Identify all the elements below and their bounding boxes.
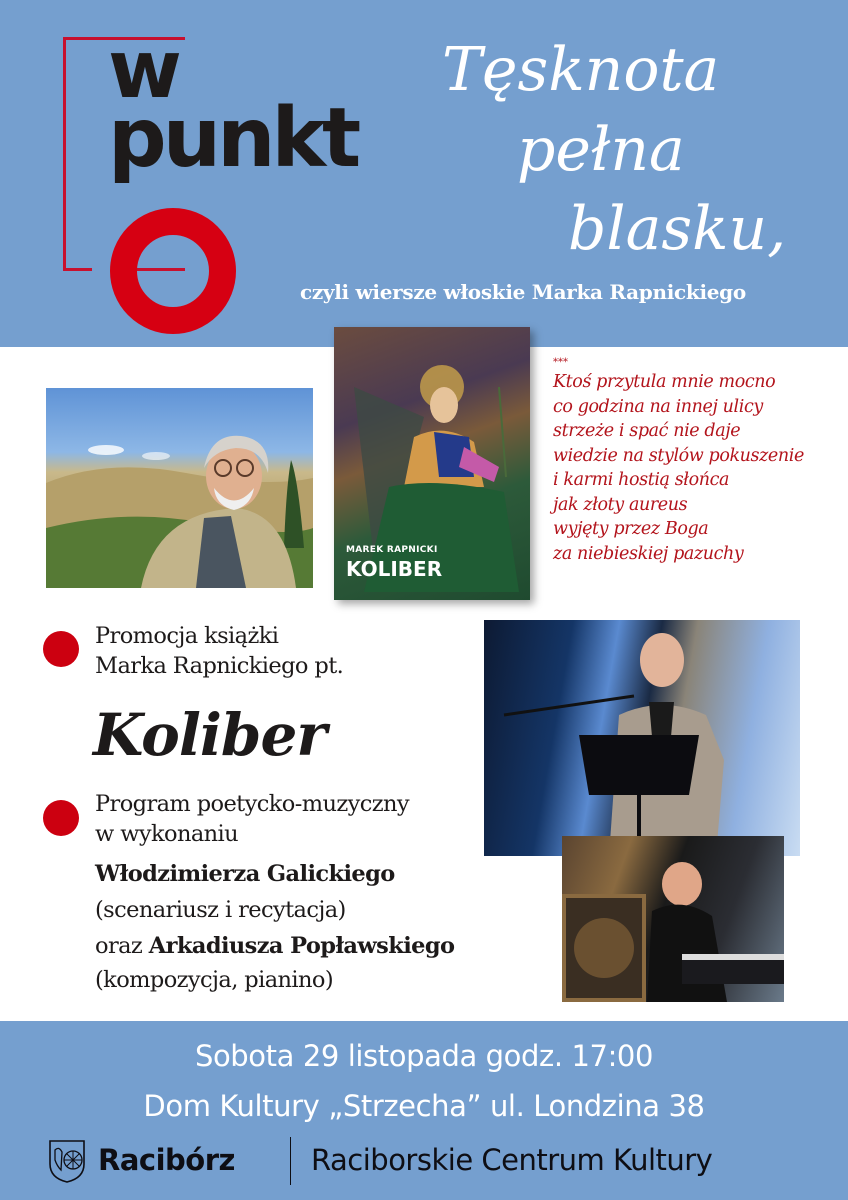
pianist-at-keyboard-icon	[562, 836, 784, 1002]
title-line-1: Tęsknota	[442, 35, 720, 105]
book-author: MAREK RAPNICKI	[346, 545, 438, 555]
performer-2-role: (kompozycja, pianino)	[95, 967, 334, 993]
poem-line: jak złoty aureus	[553, 494, 688, 515]
event-venue: Dom Kultury „Strzecha” ul. Londzina 38	[143, 1089, 705, 1123]
logo-word-punkt: punkt	[108, 91, 358, 186]
author-photo	[46, 388, 313, 588]
event-date: Sobota 29 listopada godz. 17:00	[194, 1039, 654, 1073]
item2-line1: Program poetycko-muzyczny	[95, 791, 409, 817]
city-brand: Racibórz	[98, 1143, 235, 1177]
author-portrait-icon	[46, 388, 313, 588]
reciter-photo	[484, 620, 800, 856]
item2-line2: w wykonaniu	[95, 821, 239, 847]
performer-1-role: (scenariusz i recytacja)	[95, 897, 346, 923]
poem	[553, 358, 804, 566]
poem-line: za niebieskiej pazuchy	[553, 543, 744, 564]
divider	[290, 1137, 291, 1185]
logo-bracket-gap	[92, 236, 112, 276]
connector: oraz	[95, 933, 149, 959]
book-cover	[334, 327, 530, 600]
book-title-highlight: Koliber	[93, 701, 326, 769]
poem-line: wyjęty przez Boga	[553, 519, 709, 539]
subtitle: czyli wiersze włoskie Marka Rapnickiego	[300, 280, 746, 304]
title-line-3: blasku,	[568, 194, 787, 264]
logo-ring-icon	[110, 208, 236, 334]
poem-line: strzeże i spać nie daje	[553, 421, 741, 441]
bullet-icon	[43, 631, 79, 667]
poem-line: i karmi hostią słońca	[553, 470, 730, 490]
item1-line1: Promocja książki	[95, 623, 279, 649]
performer-2-line	[95, 932, 454, 960]
performer-2: Arkadiusza Popławskiego	[148, 933, 455, 959]
poem-line: wiedzie na stylów pokuszenie	[553, 445, 804, 466]
item1-line2: Marka Rapnickiego pt.	[95, 653, 344, 679]
title-line-2: pełna	[517, 115, 685, 185]
performer-1: Włodzimierza Galickiego	[95, 861, 395, 887]
raciborz-crest-icon	[47, 1138, 87, 1184]
poem-line: Ktoś przytula mnie mocno	[553, 372, 776, 392]
reciter-on-stage-icon	[484, 620, 800, 856]
poem-line: co godzina na innej ulicy	[553, 396, 763, 417]
pianist-photo	[562, 836, 784, 1002]
poem-heading: ***	[553, 357, 568, 368]
logo-word-w: w	[108, 23, 178, 116]
bullet-icon	[43, 800, 79, 836]
organizer-name: Raciborskie Centrum Kultury	[311, 1143, 713, 1177]
book-title: KOLIBER	[346, 557, 443, 581]
